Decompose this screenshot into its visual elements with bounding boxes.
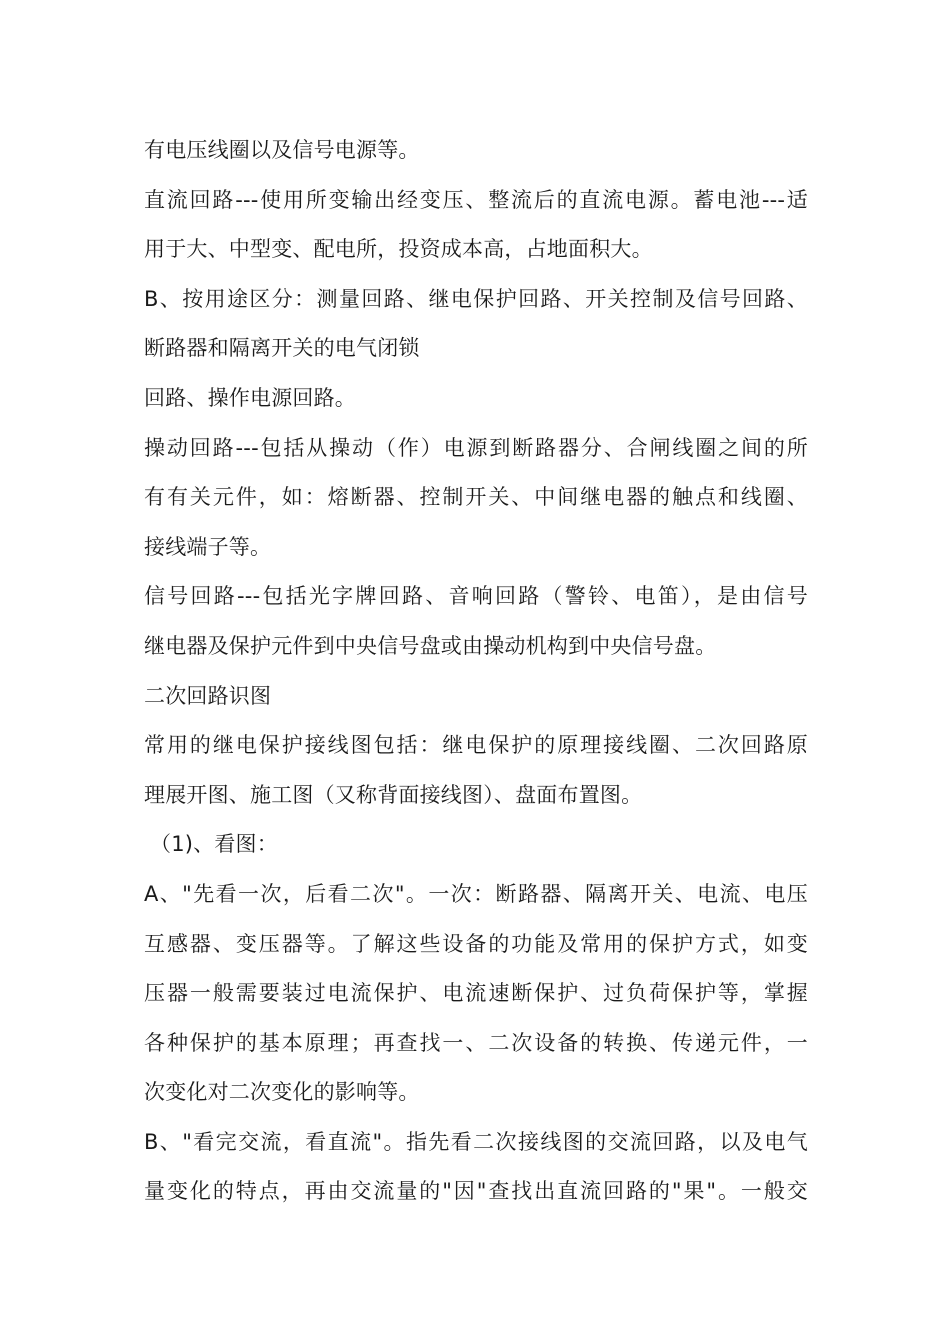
- text-line: 各种保护的基本原理；再查找一、二次设备的转换、传递元件，一: [144, 1030, 808, 1055]
- text-line: 继电器及保护元件到中央信号盘或由操动机构到中央信号盘。: [144, 633, 717, 658]
- section-heading: 二次回路识图: [144, 683, 272, 708]
- text-line: B、"看完交流，看直流"。指先看二次接线图的交流回路，以及电气: [144, 1129, 808, 1154]
- subsection-heading: （1)、看图：: [150, 832, 278, 857]
- text-line: 接线端子等。: [144, 534, 272, 559]
- text-line: 用于大、中型变、配电所，投资成本高，占地面积大。: [144, 237, 653, 262]
- text-line: 有有关元件，如：熔断器、控制开关、中间继电器的触点和线圈、: [144, 485, 808, 510]
- text-line: 理展开图、施工图（又称背面接线图）、盘面布置图。: [144, 782, 643, 807]
- text-line: 断路器和隔离开关的电气闭锁: [144, 336, 420, 361]
- document-body: [144, 126, 808, 1217]
- text-line: 次变化对二次变化的影响等。: [144, 1080, 420, 1105]
- text-line: 回路、操作电源回路。: [144, 385, 356, 410]
- text-line: 常用的继电保护接线图包括：继电保护的原理接线圈、二次回路原: [144, 733, 808, 758]
- text-line: 互感器、变压器等。了解这些设备的功能及常用的保护方式，如变: [144, 931, 808, 956]
- text-line: 信号回路---包括光字牌回路、音响回路（警铃、电笛），是由信号: [144, 584, 808, 609]
- text-line: 直流回路---使用所变输出经变压、整流后的直流电源。蓄电池---适: [144, 187, 808, 212]
- text-line: 压器一般需要装过电流保护、电流速断保护、过负荷保护等，掌握: [144, 981, 808, 1006]
- text-line: B、按用途区分：测量回路、继电保护回路、开关控制及信号回路、: [144, 286, 808, 311]
- text-line: 有电压线圈以及信号电源等。: [144, 138, 420, 162]
- text-line: A、"先看一次，后看二次"。一次：断路器、隔离开关、电流、电压: [144, 881, 808, 906]
- text-line: 量变化的特点，再由交流量的"因"查找出直流回路的"果"。一般交: [144, 1179, 808, 1204]
- text-line: 操动回路---包括从操动（作）电源到断路器分、合闸线圈之间的所: [144, 435, 808, 460]
